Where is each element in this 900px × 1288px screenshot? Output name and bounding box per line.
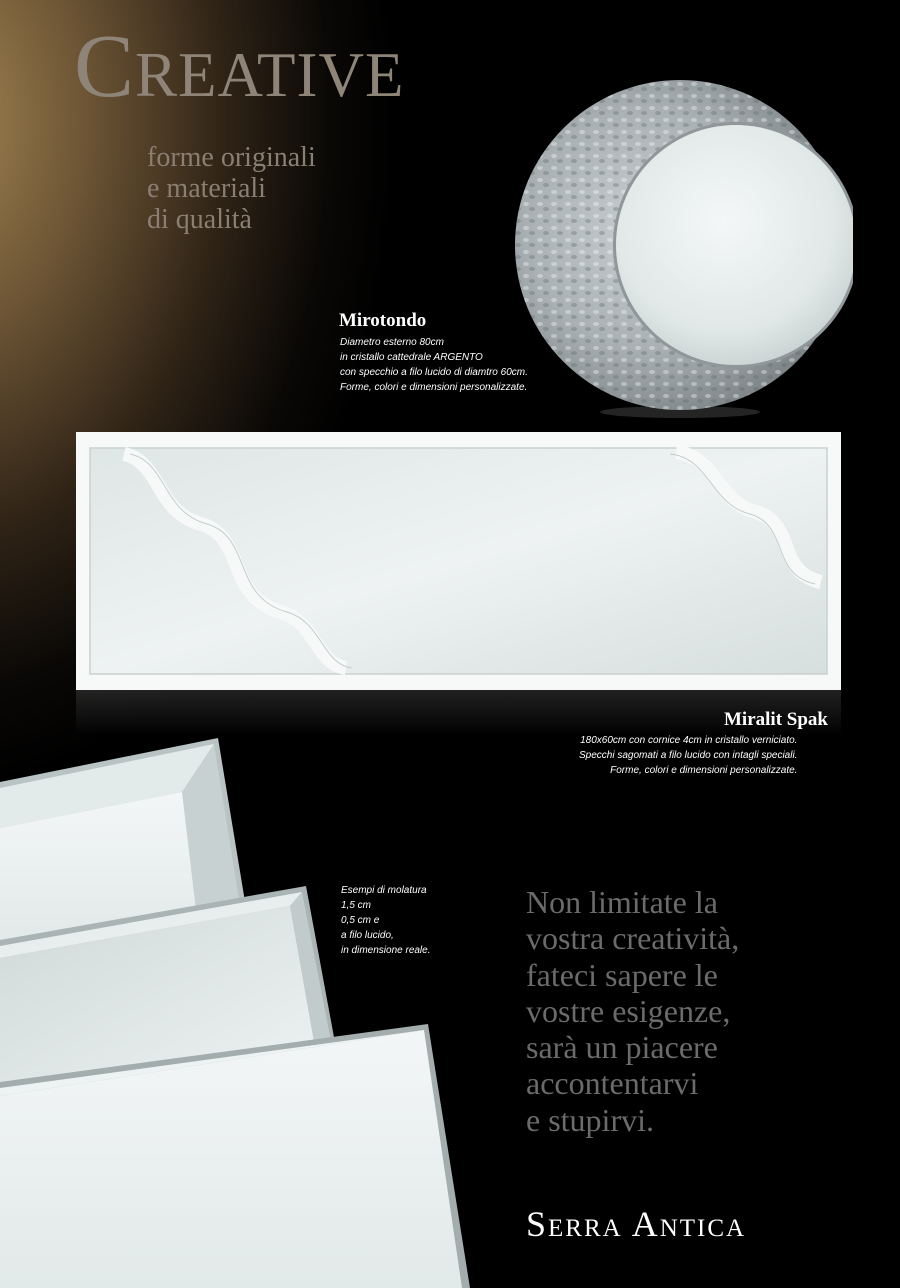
bevel-examples-caption bbox=[341, 883, 431, 958]
product-name-mirotondo: Mirotondo bbox=[339, 310, 427, 331]
slogan-line: vostra creatività, bbox=[526, 920, 740, 957]
page-subtitle bbox=[147, 142, 447, 235]
bevel-samples-image bbox=[0, 730, 470, 1288]
spec-line: con specchio a filo lucido di diamtro 60cm. bbox=[340, 367, 528, 378]
caption-line: 1,5 cm bbox=[341, 900, 372, 911]
slogan-line: accontentarvi bbox=[526, 1065, 699, 1102]
product-spec-miralit-spak bbox=[579, 733, 797, 778]
page-title: Creative bbox=[74, 17, 405, 116]
subtitle-line: forme originali bbox=[147, 142, 316, 173]
spec-line: Forme, colori e dimensioni personalizzate. bbox=[340, 382, 528, 393]
slogan bbox=[526, 884, 739, 1138]
product-spec-mirotondo bbox=[340, 335, 528, 395]
caption-line: a filo lucido, bbox=[341, 930, 394, 941]
spec-line: in cristallo cattedrale ARGENTO bbox=[340, 352, 483, 363]
slogan-line: e stupirvi. bbox=[526, 1101, 654, 1138]
caption-line: in dimensione reale. bbox=[341, 945, 431, 956]
subtitle-line: di qualità bbox=[147, 204, 252, 235]
spec-line: Forme, colori e dimensioni personalizzate. bbox=[610, 765, 798, 776]
slogan-line: sarà un piacere bbox=[526, 1029, 718, 1066]
slogan-line: vostre esigenze, bbox=[526, 992, 731, 1029]
miralit-spak-mirror-image bbox=[76, 432, 841, 690]
slogan-line: fateci sapere le bbox=[526, 956, 718, 993]
spec-line: Specchi sagomati a filo lucido con intagli speciali. bbox=[579, 750, 798, 761]
mirotondo-mirror-image bbox=[508, 80, 853, 420]
product-name-miralit-spak: Miralit Spak bbox=[724, 709, 828, 730]
brand-logo-text: Serra Antica bbox=[526, 1204, 747, 1244]
subtitle-line: e materiali bbox=[147, 173, 266, 204]
spec-line: 180x60cm con cornice 4cm in cristallo verniciato. bbox=[580, 735, 798, 746]
spec-line: Diametro esterno 80cm bbox=[340, 337, 444, 348]
caption-line: 0,5 cm e bbox=[341, 915, 380, 926]
caption-line: Esempi di molatura bbox=[341, 885, 427, 896]
slogan-line: Non limitate la bbox=[526, 884, 718, 920]
